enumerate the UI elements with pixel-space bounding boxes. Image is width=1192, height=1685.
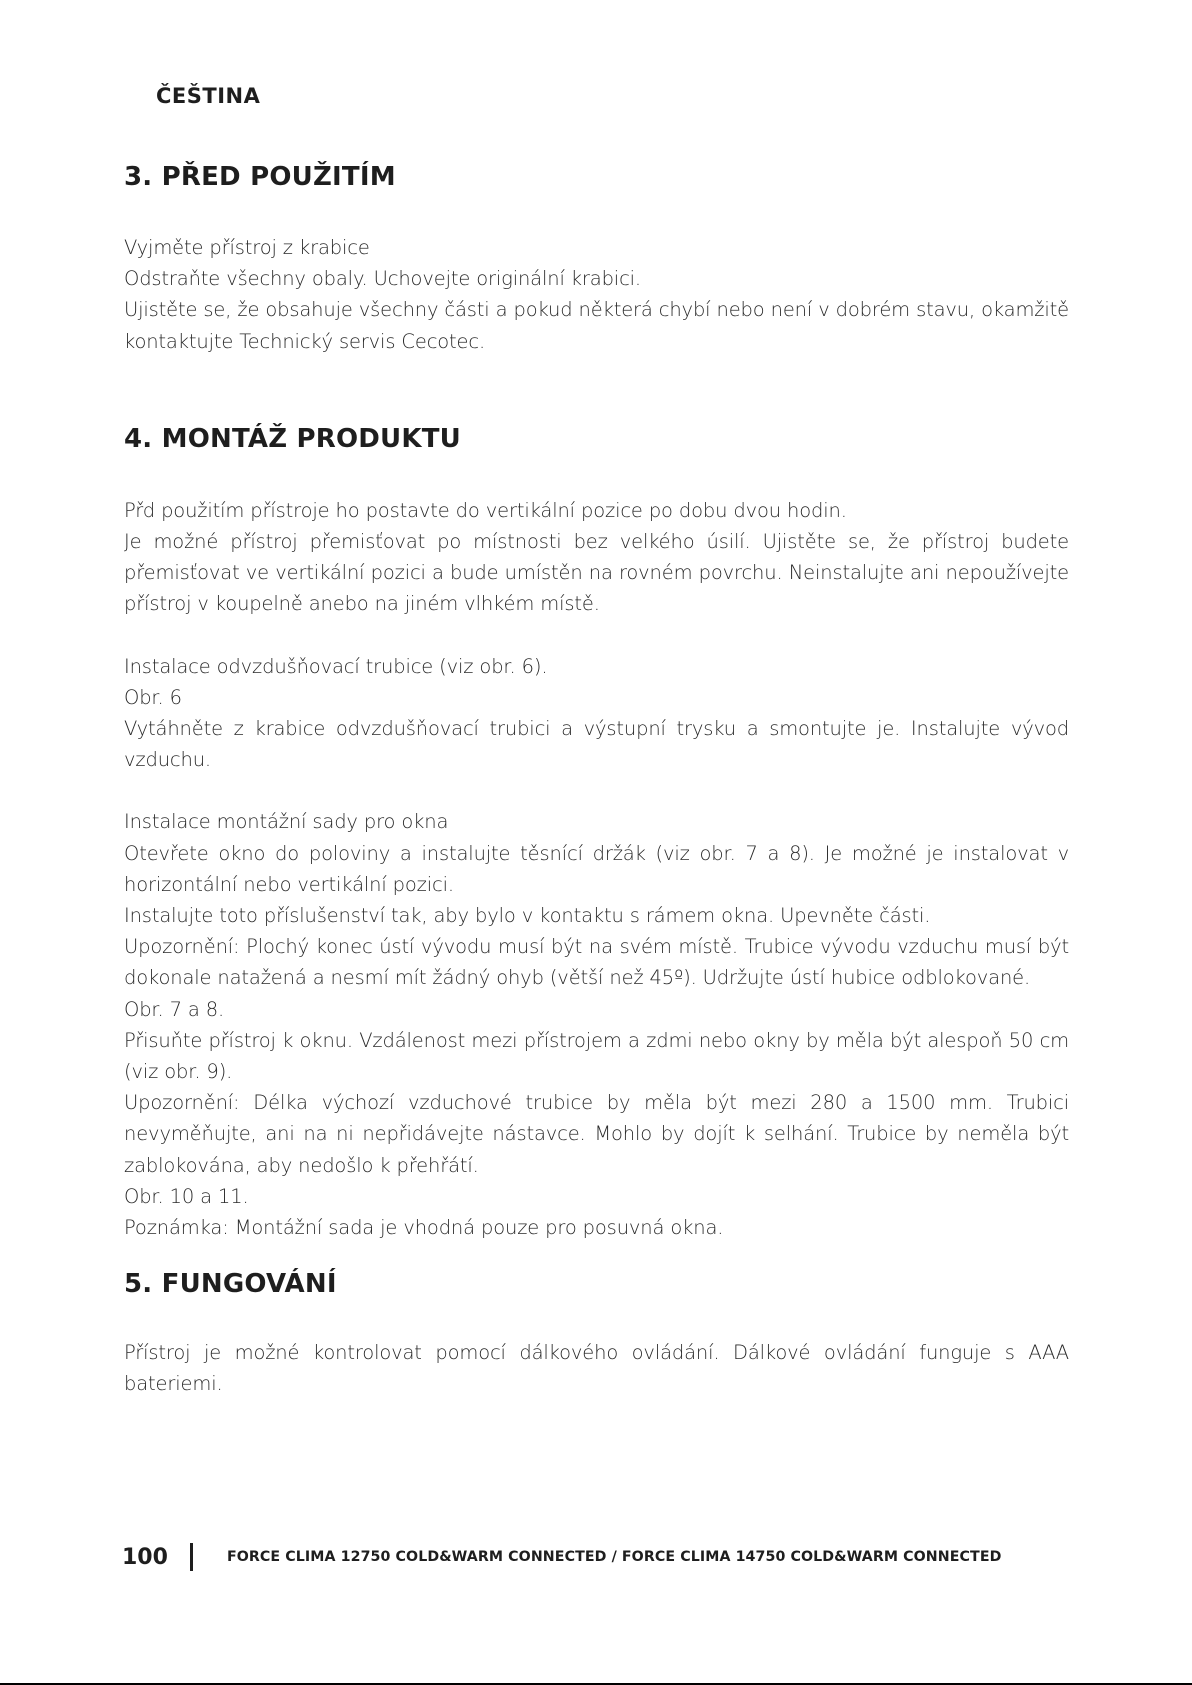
section-4-intro-paragraph: Je možné přístroj přemisťovat po místnosti bez velkého úsilí. Ujistěte se, že přístroj budete přemisťovat ve vertikální pozici a bude umístěn na rovném povrchu. Neinstalujte ani nepoužívejte přístroj v koupelně anebo na jiném vlhkém místě. <box>124 530 1069 616</box>
figure-reference: Obr. 7 a 8. <box>124 997 225 1021</box>
language-header: ČEŠTINA <box>156 84 261 108</box>
footer-divider <box>190 1543 193 1571</box>
section-3-title: 3. PŘED POUŽITÍM <box>124 162 396 192</box>
section-3-paragraph: Vyjměte přístroj z krabice <box>124 236 370 259</box>
page-footer <box>122 1543 1001 1571</box>
section-4-intro-paragraph: Přd použitím přístroje ho postavte do vertikální pozice po dobu dvou hodin. <box>124 498 847 522</box>
section-5-paragraph: Přístroj je možné kontrolovat pomocí dálkového ovládání. Dálkové ovládání funguje s AAA bateriemi. <box>124 1341 1069 1396</box>
section-4-title: 4. MONTÁŽ PRODUKTU <box>124 423 461 454</box>
exhaust-paragraph: Vytáhněte z krabice odvzdušňovací trubici a výstupní trysku a smontujte je. Instalujte vývod vzduchu. <box>124 717 1069 772</box>
window-kit-paragraph: Otevřete okno do poloviny a instalujte těsnící držák (viz obr. 7 a 8). Je možné je instalovat v horizontální nebo vertikální pozici. <box>124 841 1069 896</box>
figure-reference: Obr. 6 <box>124 685 182 709</box>
exhaust-subheading: Instalace odvzdušňovací trubice (viz obr. 6). <box>124 654 548 678</box>
page-number: 100 <box>122 1544 168 1570</box>
warning-paragraph: Upozornění: Délka výchozí vzduchové trubice by měla být mezi 280 a 1500 mm. Trubici nevyměňujte, ani na ni nepřidávejte nástavce. Mohlo by dojít k selhání. Trubice by neměla být zablokována, aby nedošlo k přehřátí. <box>124 1091 1069 1177</box>
section-5-title: 5. FUNGOVÁNÍ <box>124 1269 337 1300</box>
warning-paragraph: Upozornění: Plochý konec ústí vývodu musí být na svém místě. Trubice vývodu vzduchu musí být dokonale natažená a nesmí mít žádný ohyb (větší než 45º). Udržujte ústí hubice odblokované. <box>124 935 1069 990</box>
figure-reference: Obr. 10 a 11. <box>124 1184 249 1208</box>
footer-product-name: FORCE CLIMA 12750 COLD&WARM CONNECTED / FORCE CLIMA 14750 COLD&WARM CONNECTED <box>226 1549 1002 1565</box>
window-kit-paragraph: Přisuňte přístroj k oknu. Vzdálenost mezi přístrojem a zdmi nebo okny by měla být alespoň 50 cm (viz obr. 9). <box>124 1028 1069 1084</box>
note-paragraph: Poznámka: Montážní sada je vhodná pouze pro posuvná okna. <box>124 1216 724 1240</box>
document-body <box>124 158 1069 1400</box>
window-kit-paragraph: Instalujte toto příslušenství tak, aby bylo v kontaktu s rámem okna. Upevněte části. <box>124 904 931 928</box>
section-3-paragraph: Odstraňte všechny obaly. Uchovejte originální krabici. <box>124 267 641 291</box>
window-kit-subheading: Instalace montážní sady pro okna <box>124 810 449 834</box>
section-3-paragraph: Ujistěte se, že obsahuje všechny části a pokud některá chybí nebo není v dobrém stavu, okamžitě kontaktujte Technický servis Cecotec. <box>124 298 1069 353</box>
